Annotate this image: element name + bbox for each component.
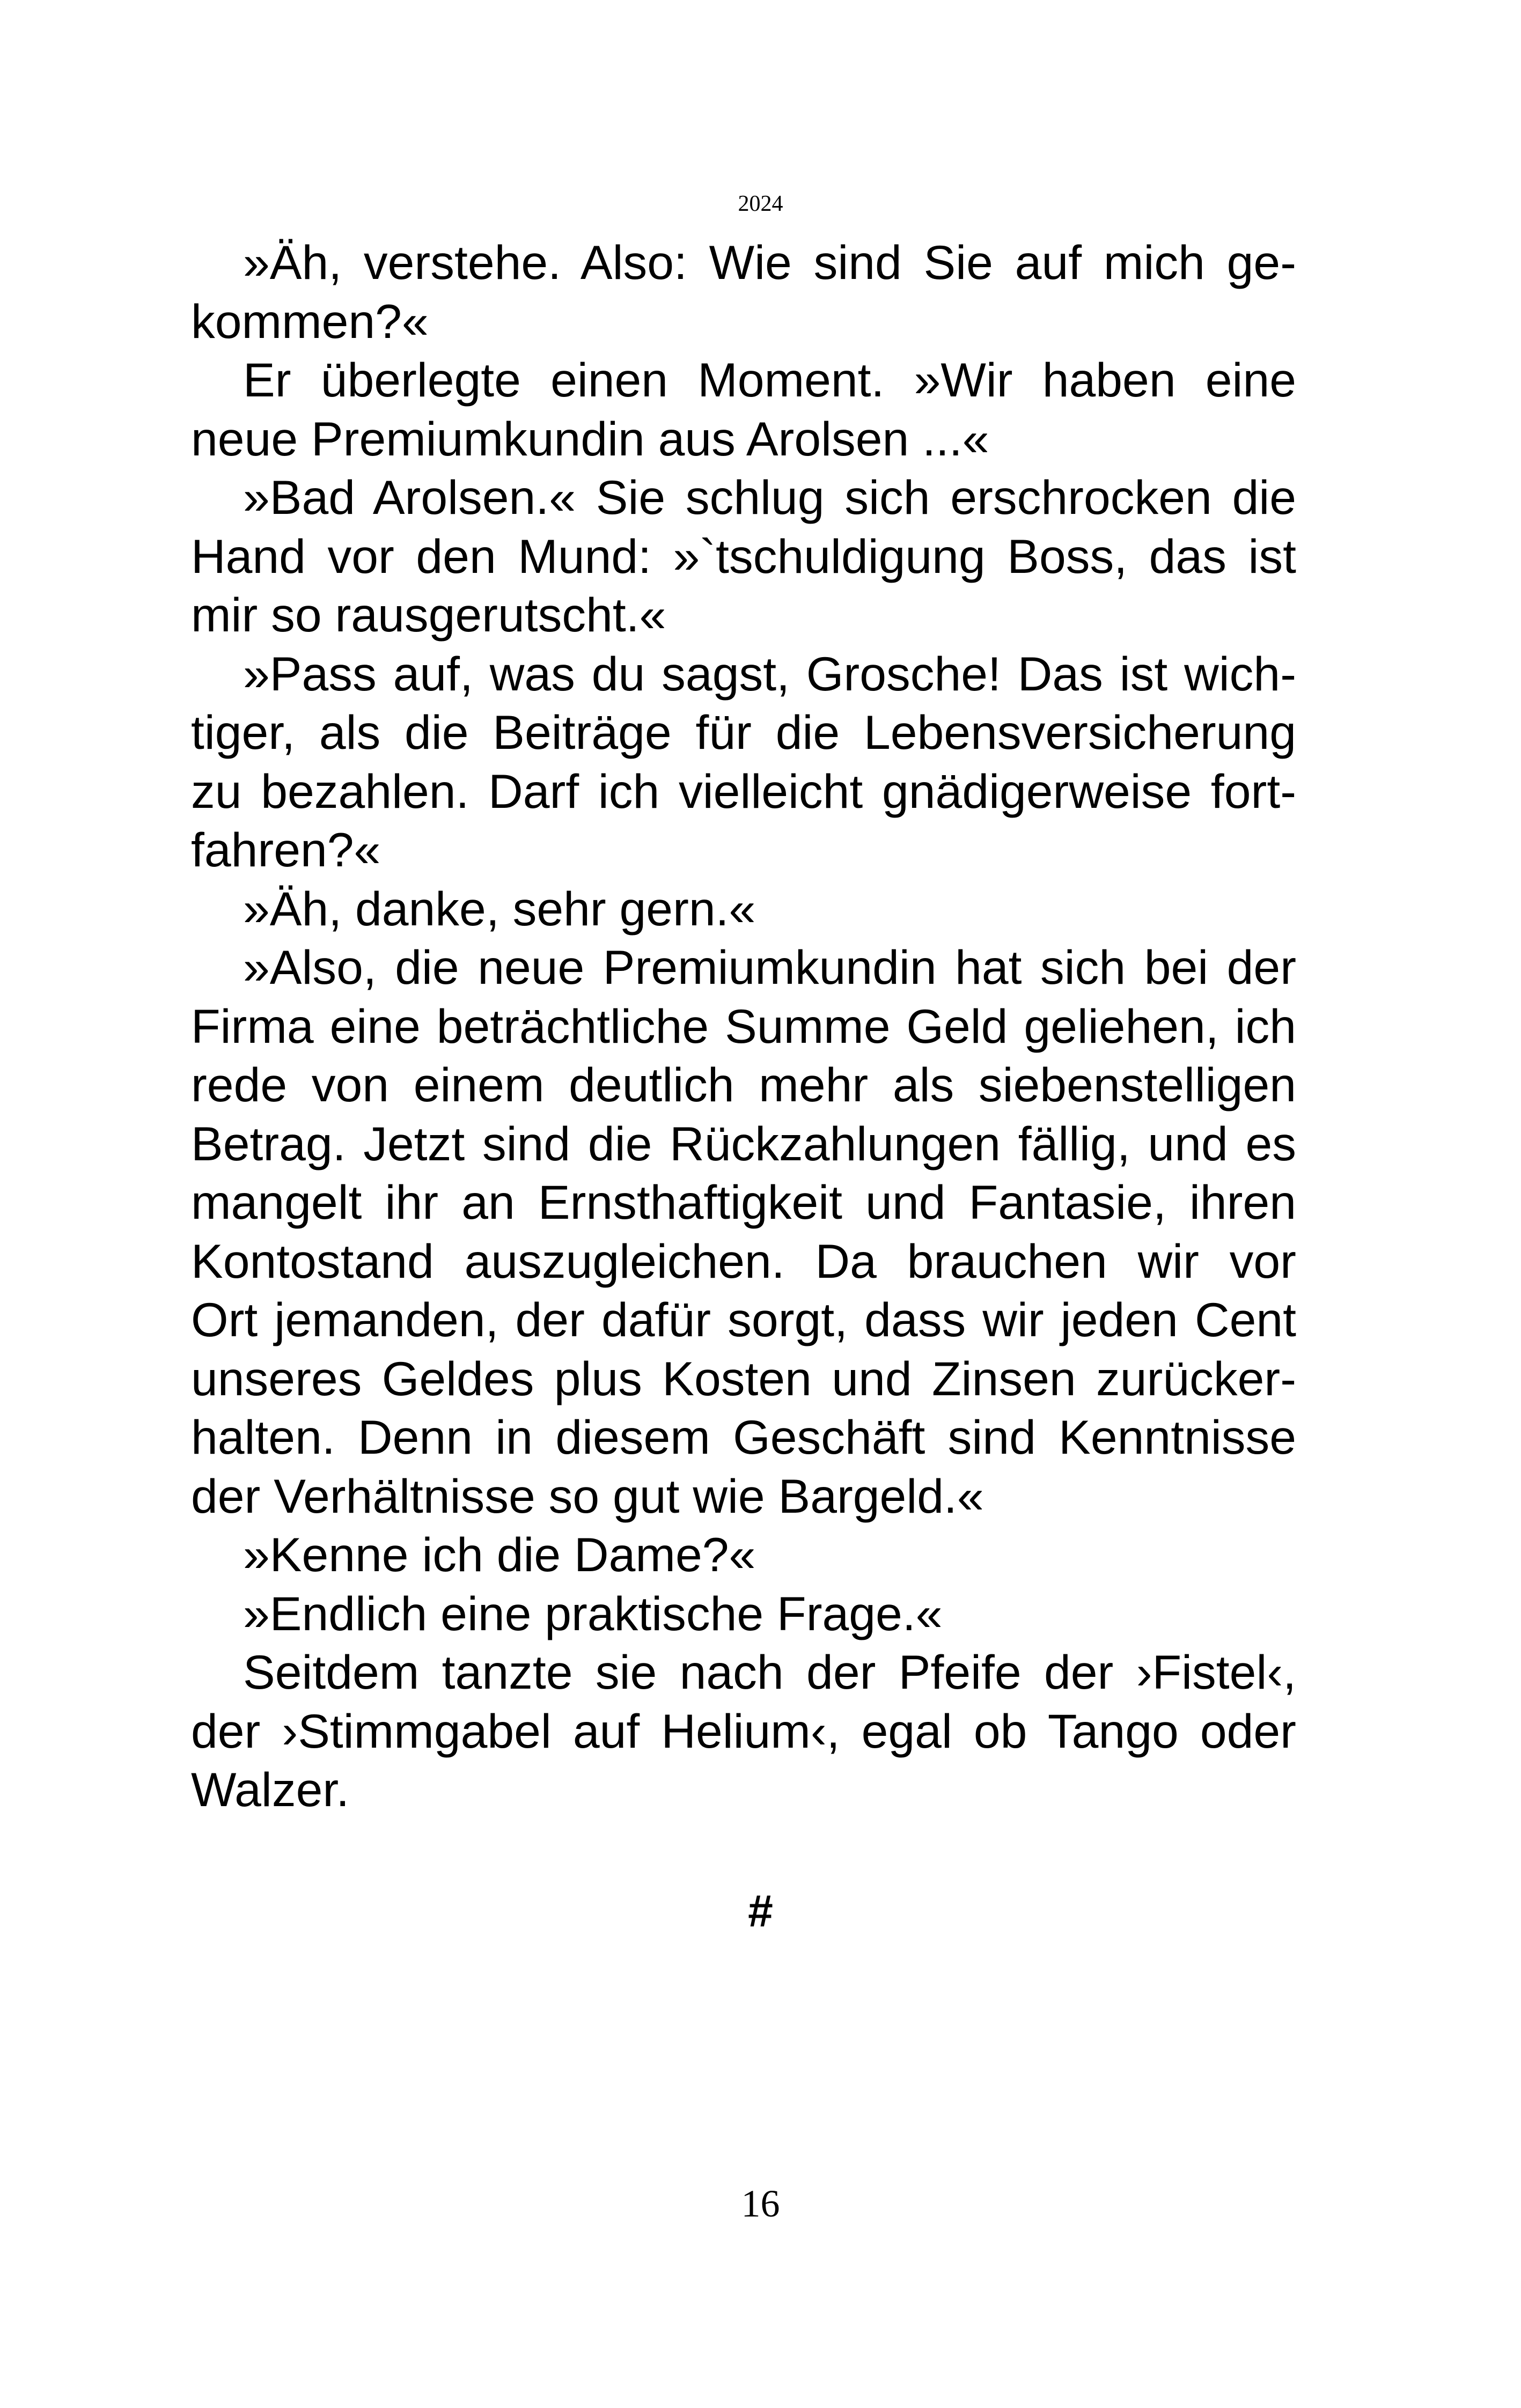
text-line: Er überlegte einen Moment. »Wir haben eine [243,353,1296,407]
text-line: Walzer. [191,1763,350,1816]
page-number: 16 [741,2182,780,2225]
text-line: Ort jemanden, der dafür sorgt, dass wir jeden Cent [191,1293,1296,1346]
text-line: »Pass auf, was du sagst, Grosche! Das ist wich- [243,646,1296,701]
text-line: Hand vor den Mund: »`tschuldigung Boss, das ist [191,529,1296,583]
text-line: kommen?« [191,294,429,348]
text-line: mangelt ihr an Ernsthaftigkeit und Fantasie, ihren [191,1175,1296,1229]
section-break-mark: # [748,1886,773,1936]
text-line: unseres Geldes plus Kosten und Zinsen zurücker- [191,1351,1296,1405]
text-line: der ›Stimmgabel auf Helium‹, egal ob Tango oder [191,1704,1296,1758]
text-line: »Äh, verstehe. Also: Wie sind Sie auf mich ge- [243,235,1296,289]
running-header-year: 2024 [738,192,783,216]
text-line: »Kenne ich die Dame?« [243,1528,756,1581]
text-line: neue Premiumkundin aus Arolsen ...« [191,411,989,466]
text-line: »Also, die neue Premiumkundin hat sich bei der [243,940,1296,994]
body-text [191,233,1296,1820]
text-line: Betrag. Jetzt sind die Rückzahlungen fällig, und es [191,1116,1296,1170]
text-line: fahren?« [191,823,381,877]
text-line: tiger, als die Beiträge für die Lebensversicherung [191,705,1296,759]
text-line: der Verhältnisse so gut wie Bargeld.« [191,1469,984,1523]
text-line: zu bezahlen. Darf ich vielleicht gnädigerweise fort- [191,764,1296,818]
text-line: Kontostand auszugleichen. Da brauchen wir vor [191,1234,1296,1288]
text-line: Firma eine beträchtliche Summe Geld geliehen, ich [191,999,1296,1053]
text-line: halten. Denn in diesem Geschäft sind Kenntnisse [191,1410,1296,1464]
text-line: Seitdem tanzte sie nach der Pfeife der ›Fistel‹, [243,1645,1296,1699]
text-line: »Endlich eine praktische Frage.« [243,1586,943,1640]
text-line: »Bad Arolsen.« Sie schlug sich erschrocken die [243,470,1296,524]
text-line: rede von einem deutlich mehr als siebenstelligen [191,1058,1296,1111]
text-line: »Äh, danke, sehr gern.« [243,881,756,936]
text-line: mir so rausgerutscht.« [191,588,666,642]
